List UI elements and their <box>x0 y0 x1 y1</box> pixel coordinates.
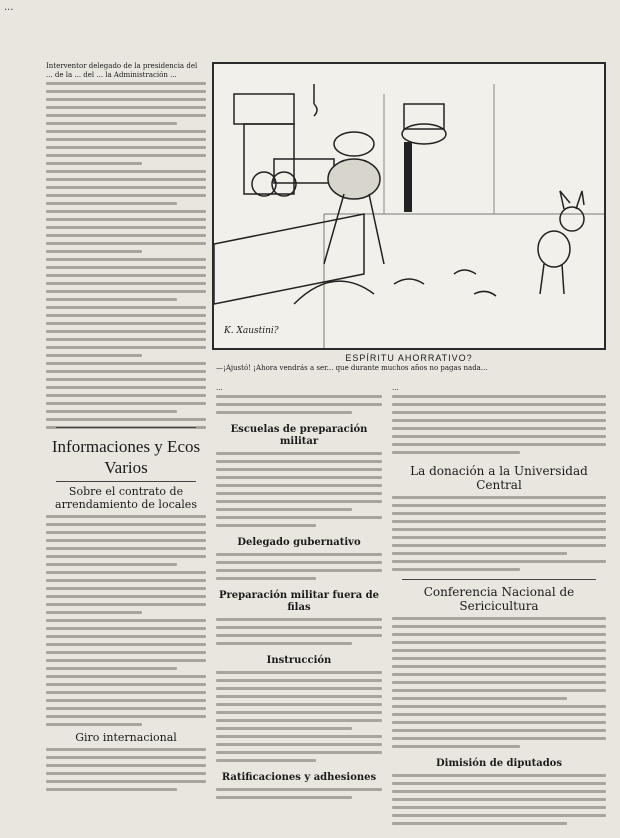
column-1-top <box>46 62 206 434</box>
column-1-text-block <box>46 82 206 434</box>
column-2 <box>216 384 382 804</box>
column-2-opening: ... <box>216 384 223 392</box>
column-2-preparacion-text <box>216 618 382 650</box>
heading-escuelas: Escuelas de preparación militar <box>230 424 368 447</box>
cartoon-illustration <box>212 62 606 350</box>
column-1-opening: Interventor delegado de la presidencia del ... de la ... del ... la Administración ... <box>46 62 198 79</box>
divider <box>56 481 196 482</box>
section-heading: Informaciones y Ecos Varios <box>51 437 201 477</box>
cartoon-caption: —¡Ajustó! ¡Ahora vendrás a ser... que durante muchos años no pagas nada... <box>216 364 488 372</box>
article-body-contrato <box>46 515 206 731</box>
column-2-text <box>216 395 382 419</box>
column-2-ratificaciones-text <box>216 788 382 804</box>
column-2-instruccion-text <box>216 671 382 767</box>
column-3-dimision-text <box>392 774 606 830</box>
cartoon-signature: K. Xaustini? <box>224 326 279 336</box>
divider <box>56 427 196 428</box>
divider <box>402 579 596 580</box>
column-3 <box>392 384 606 830</box>
heading-preparacion: Preparación militar fuera de filas <box>218 590 380 613</box>
cartoon-drawing <box>214 64 604 348</box>
heading-donacion: La donación a la Universidad Central <box>410 464 588 492</box>
article-heading-contrato: Sobre el contrato de arrendamiento de locales <box>55 485 197 511</box>
heading-delegado: Delegado gubernativo <box>237 537 361 548</box>
heading-sericicultura: Conferencia Nacional de Sericicultura <box>423 585 575 613</box>
heading-instruccion: Instrucción <box>266 655 332 666</box>
column-3-donacion-text <box>392 496 606 576</box>
column-3-text <box>392 395 606 459</box>
article-heading-giro: Giro internacional <box>75 731 177 744</box>
column-3-opening: ... <box>392 384 399 392</box>
page-mark: ... <box>4 2 14 13</box>
column-3-sericicultura-text <box>392 617 606 753</box>
column-2-escuelas-text <box>216 452 382 532</box>
cartoon-caption-title: ESPÍRITU AHORRATIVO? <box>345 353 473 363</box>
column-2-delegado-text <box>216 553 382 585</box>
heading-ratificaciones: Ratificaciones y adhesiones <box>221 772 377 783</box>
article-body-giro <box>46 748 206 796</box>
heading-dimision: Dimisión de diputados <box>436 758 562 769</box>
column-1-bottom <box>46 424 206 796</box>
